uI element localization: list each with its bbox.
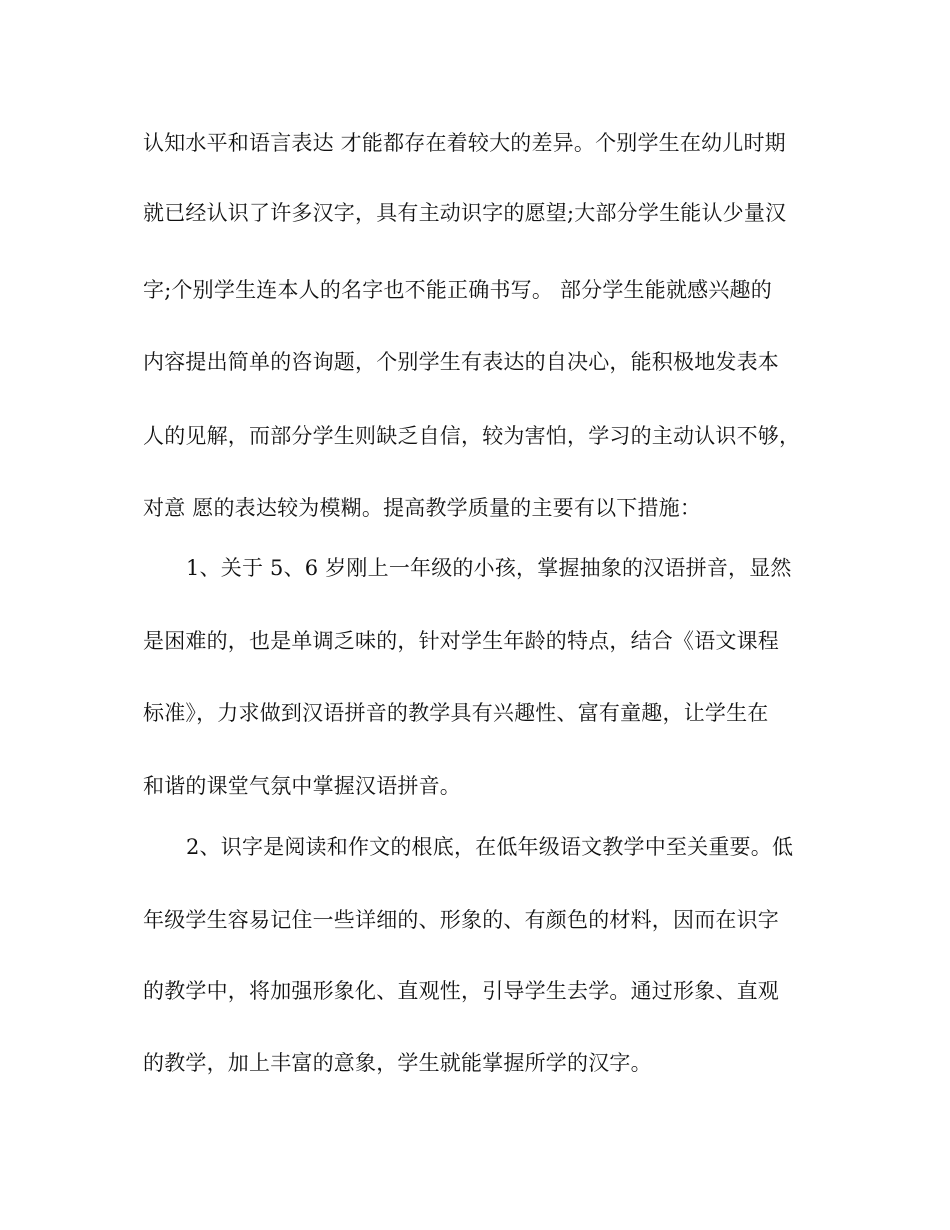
text-line: 就已经认识了许多汉字，具有主动识字的愿望;大部分学生能认少量汉 (143, 201, 787, 225)
text-line: 是困难的，也是单调乏味的，针对学生年龄的特点，结合《语文课程 (143, 629, 779, 653)
text-line: 内容提出简单的咨询题，个别学生有表达的自决心，能积极地发表本 (143, 350, 779, 374)
text-line: 的教学，加上丰富的意象，学生就能掌握所学的汉字。 (143, 1051, 652, 1075)
text-line: 字;个别学生连本人的名字也不能正确书写。 部分学生能就感兴趣的 (143, 278, 772, 302)
text-line: 年级学生容易记住一些详细的、形象的、有颜色的材料，因而在识字 (143, 908, 779, 932)
paragraph-2-first-line: 2、识字是阅读和作文的根底，在低年级语文教学中至关重要。低 (186, 835, 794, 859)
text-line: 和谐的课堂气氛中掌握汉语拼音。 (143, 774, 461, 798)
text-line: 认知水平和语言表达 才能都存在着较大的差异。个别学生在幼儿时期 (143, 131, 786, 155)
text-line: 对意 愿的表达较为模糊。提高教学质量的主要有以下措施： (143, 496, 702, 520)
text-line: 标准》，力求做到汉语拼音的教学具有兴趣性、富有童趣，让学生在 (143, 701, 769, 725)
paragraph-1-first-line: 1、关于 5、6 岁刚上一年级的小孩，掌握抽象的汉语拼音，显然 (186, 556, 792, 580)
text-line: 人的见解，而部分学生则缺乏自信，较为害怕，学习的主动认识不够， (143, 424, 801, 448)
text-line: 的教学中，将加强形象化、直观性，引导学生去学。通过形象、直观 (143, 979, 779, 1003)
